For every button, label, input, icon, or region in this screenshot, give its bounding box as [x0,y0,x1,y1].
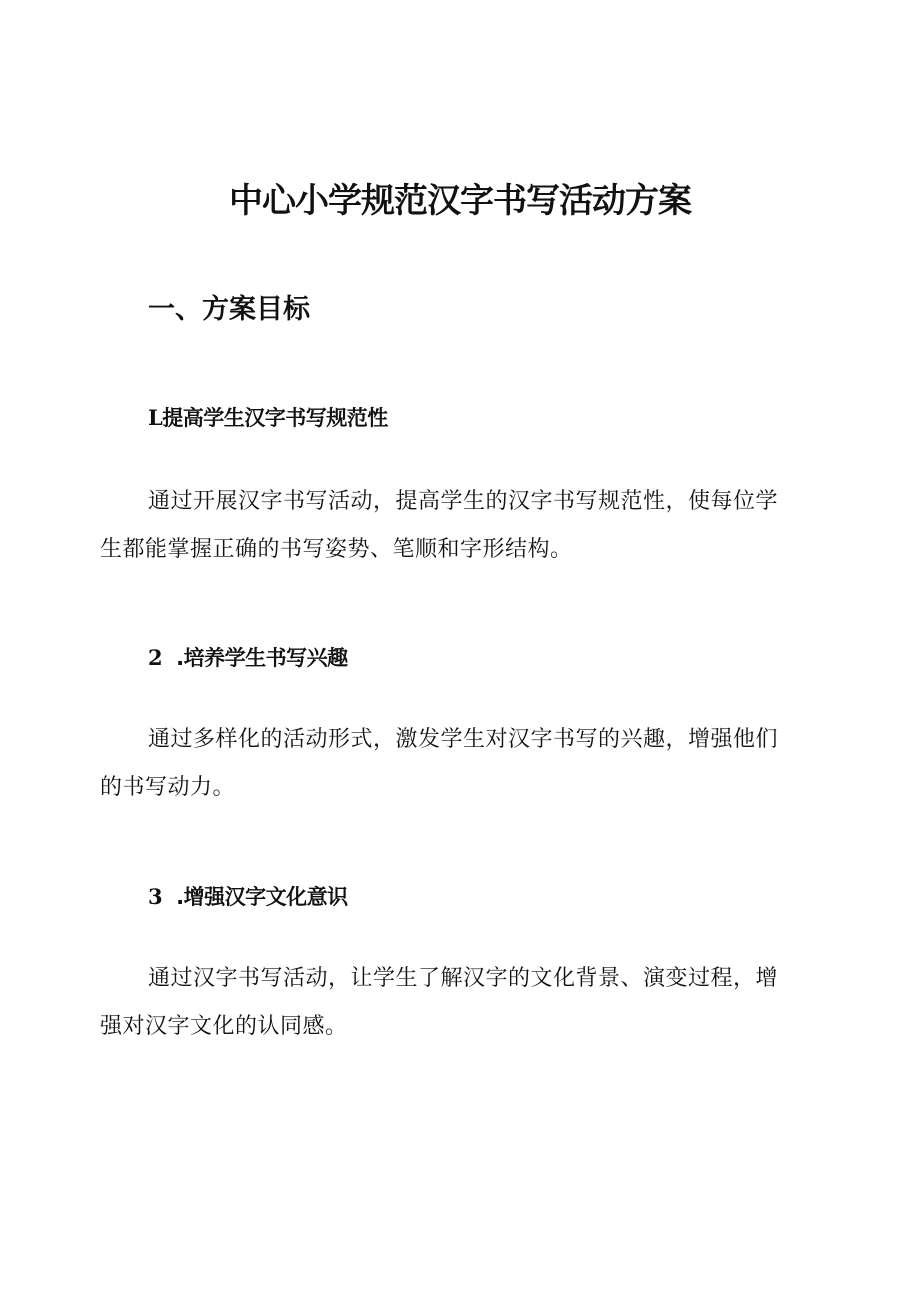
item-number-1: L [148,405,163,430]
item-heading-2 [148,642,348,674]
item-paragraph-3: 通过汉字书写活动，让学生了解汉字的文化背景、演变过程，增强对汉字文化的认同感。 [100,966,779,1039]
item-heading-text-3: .增强汉字文化意识 [176,885,348,909]
section-heading: 一、方案目标 [148,294,310,325]
item-heading-1 [148,402,388,434]
item-paragraph-1: 通过开展汉字书写活动，提高学生的汉字书写规范性，使每位学生都能掌握正确的书写姿势、笔顺和字形结构。 [100,489,779,562]
document-title: 中心小学规范汉字书写活动方案 [229,181,691,221]
item-number-3: 3 [148,884,163,909]
item-paragraph-2: 通过多样化的活动形式，激发学生对汉字书写的兴趣，增强他们的书写动力。 [100,727,779,800]
item-heading-text-2: .培养学生书写兴趣 [176,646,348,670]
item-heading-3 [148,881,348,913]
item-heading-text-1: 提高学生汉字书写规范性 [162,406,388,430]
item-number-2: 2 [148,645,163,670]
